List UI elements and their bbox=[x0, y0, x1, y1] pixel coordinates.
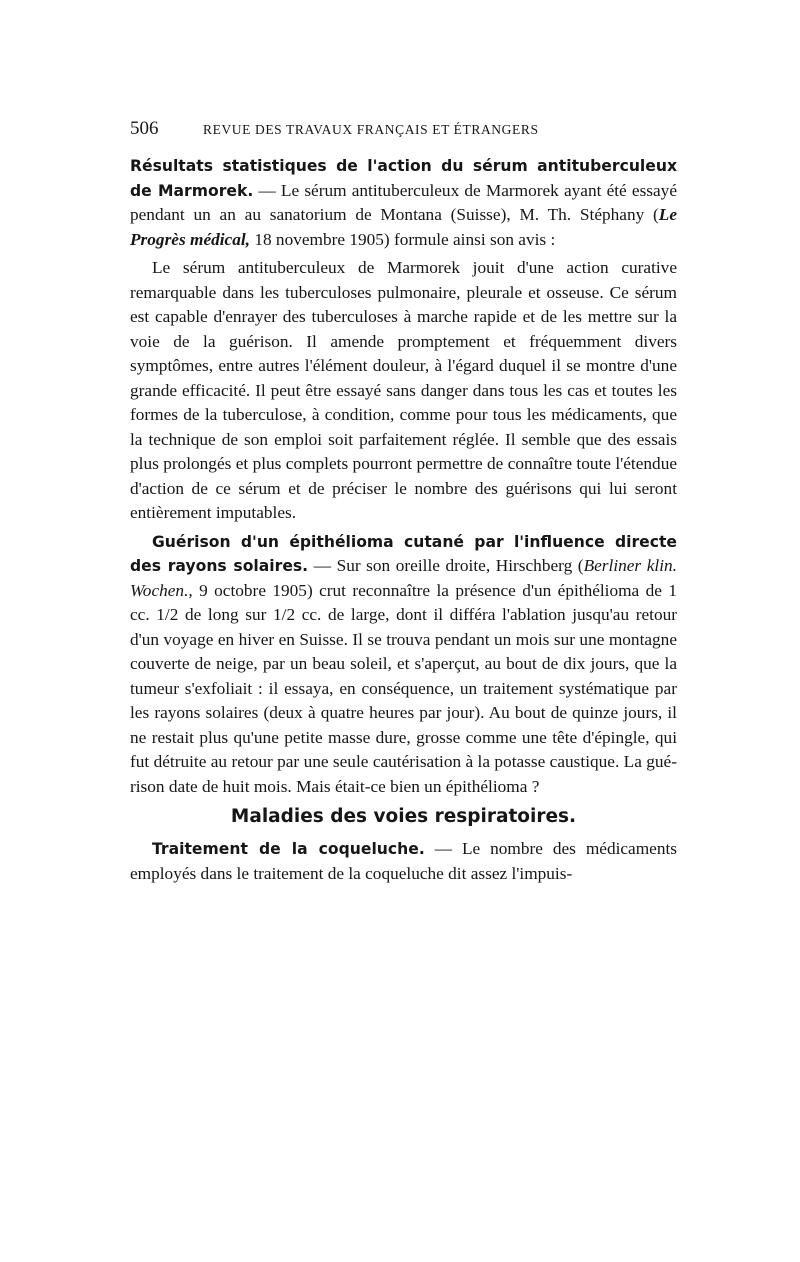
article-serum-intro-text-end: 18 novembre 1905) formule ainsi son avis : bbox=[250, 229, 556, 249]
article-serum-title: Résultats statistiques de l'action du sérum antituberculeux de Marmorek. bbox=[130, 157, 677, 200]
article-coqueluche-paragraph bbox=[130, 837, 677, 886]
article-epithelioma-intro: — Sur son oreille droite, Hirschberg ( bbox=[308, 556, 584, 575]
article-epithelioma-body: 9 octobre 1905) crut reconnaître la présence d'un épithélioma de 1 cc. 1/2 de long sur 1/2 cc. de large, dont il différa l'ablation jusqu'au retour d'un voyage en hiver en Suisse. Il se trouva pendant un mois sur une montagne couverte de neige, par un beau soleil, et s'aperçut, au bout de dix jours, que la tumeur s'exfoliait : il essaya, en conséquence, un traitement systématique par les rayons solaires (deux à quatre heures par jour). Au bout de quinze jours, il ne restait plus qu'une petite masse dure, grosse comme une tête d'épingle, qui fut détruite au retour par une seule cautérisation à la potasse caustique. La guérison date de huit mois. Mais était-ce bien un épithélioma ? bbox=[130, 580, 677, 796]
article-serum-intro-text: — Le sérum antituberculeux de Marmorek ayant été essayé pendant un an au sanatorium de Montana (Suisse), M. Th. Stéphany ( bbox=[130, 180, 677, 224]
article-serum-intro bbox=[130, 154, 677, 252]
section-heading: Maladies des voies respiratoires. bbox=[230, 806, 577, 827]
page-number: 506 bbox=[130, 118, 159, 139]
article-epithelioma-paragraph bbox=[130, 530, 677, 800]
article-epithelioma-title: Guérison d'un épithélioma cutané par l'influence directe des rayons solaires. bbox=[130, 532, 677, 575]
article-serum-journal: Le Progrès médical, bbox=[130, 205, 677, 249]
journal-running-title: REVUE DES TRAVAUX FRANÇAIS ET ÉTRANGERS bbox=[203, 122, 539, 137]
article-coqueluche-title: Traitement de la coqueluche. bbox=[152, 840, 425, 858]
running-head bbox=[130, 118, 677, 146]
book-page bbox=[130, 118, 677, 886]
article-serum-body: Le sérum antituberculeux de Marmorek jouit d'une action curative remarquable dans les tuberculoses pulmonaire, pleurale et osseuse. Ce sérum est capable d'enrayer des tuberculoses à marche rapide et de les mettre sur la voie de la guérison. Il amende promptement et fréquemment divers symptômes, entre autres l'élément douleur, à l'égard duquel il se montre d'une grande efficacité. Il peut être essayé sans danger dans tous les cas et toutes les formes de la tuberculose, à condition, comme pour tous les médicaments, que la technique de son emploi soit parfaitement réglée. Il semble que des essais plus prolongés et plus complets pourront permettre de connaître toute l'étendue d'action de ce sérum et de préciser le nombre des guérisons qui lui seront entièrement imputables. bbox=[130, 258, 677, 522]
article-coqueluche-body: — Le nombre des médicaments employés dans le traitement de la coqueluche dit assez l'impuis- bbox=[130, 839, 678, 883]
article-epithelioma-journal: Berliner klin. Wochen., bbox=[130, 556, 677, 600]
